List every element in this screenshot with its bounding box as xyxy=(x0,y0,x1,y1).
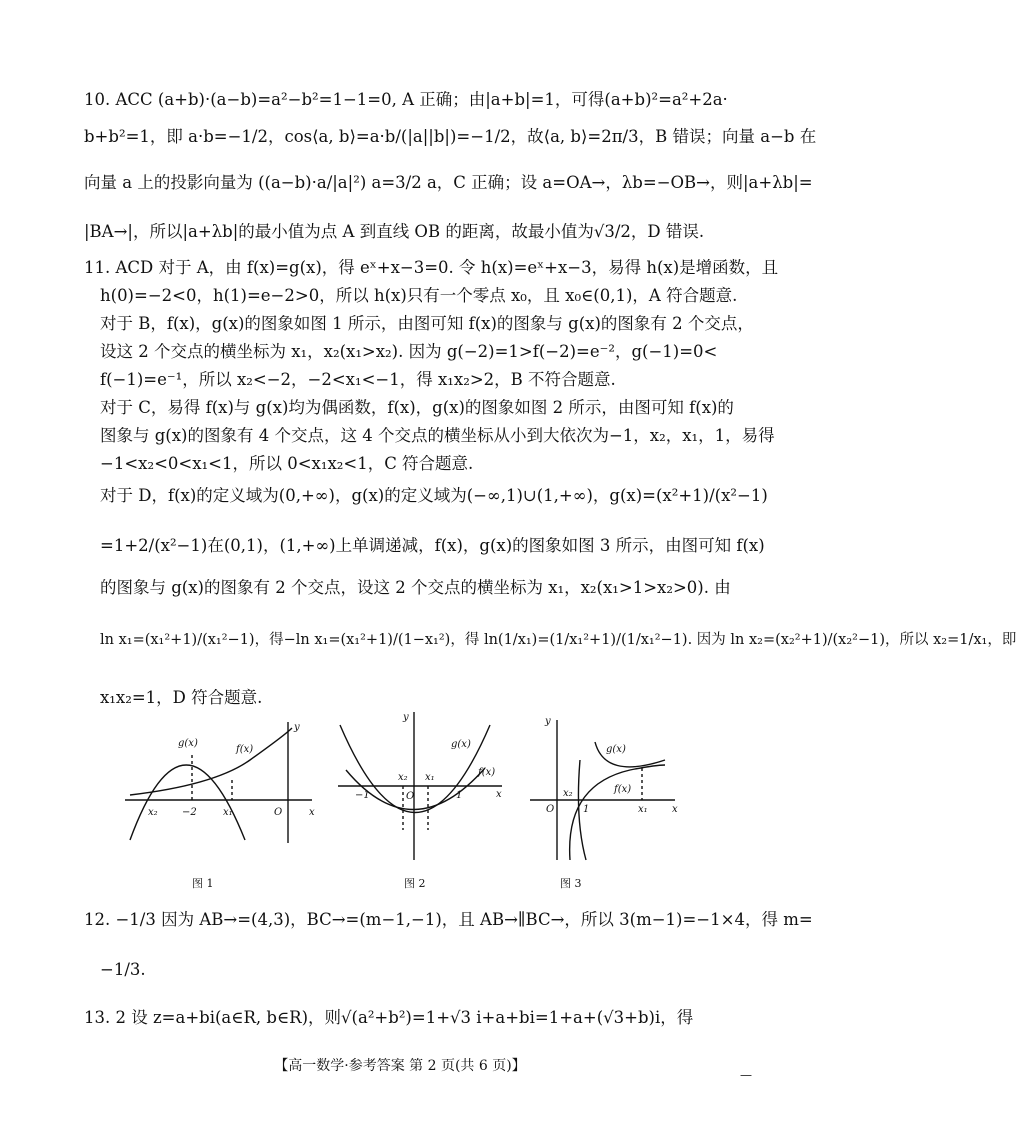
fig2-label-x1: x₁ xyxy=(425,772,435,783)
q11-line-1: 11. ACD 对于 A，由 f(x)=g(x)，得 eˣ+x−3=0. 令 h(x)=eˣ+x−3，易得 h(x)是增函数，且 xyxy=(84,258,779,277)
q11-line-13: x₁x₂=1，D 符合题意. xyxy=(100,688,263,707)
q11-line-6: 对于 C，易得 f(x)与 g(x)均为偶函数，f(x)，g(x)的图象如图 2 所示，由图可知 f(x)的 xyxy=(100,398,734,417)
fig1-label-x2: x₂ xyxy=(148,807,158,818)
q12-line-2: −1/3. xyxy=(100,960,146,979)
fig1-f-curve xyxy=(130,728,292,795)
fig2-label-origin: O xyxy=(406,791,415,802)
fig2-label-x2: x₂ xyxy=(398,772,408,783)
q11-line-8: −1<x₂<0<x₁<1，所以 0<x₁x₂<1，C 符合题意. xyxy=(100,454,474,473)
fig2-label-g: g(x) xyxy=(451,739,471,750)
q10-line-4: |BA→|，所以|a+λb|的最小值为点 A 到直线 OB 的距离，故最小值为√3/2，D 错误. xyxy=(84,222,705,241)
footer-mark: — xyxy=(740,1068,752,1082)
fig3-label-p1: 1 xyxy=(583,804,590,815)
fig2-label-y: y xyxy=(403,712,409,723)
q13-line-1: 13. 2 设 z=a+bi(a∈R, b∈R)，则√(a²+b²)=1+√3 i+a+bi=1+a+(√3+b)i，得 xyxy=(84,1008,694,1027)
fig2-caption: 图 2 xyxy=(404,877,426,890)
q11-line-11: 的图象与 g(x)的图象有 2 个交点，设这 2 个交点的横坐标为 x₁，x₂(x₁>1>x₂>0). 由 xyxy=(100,578,731,597)
q11-line-10: =1+2/(x²−1)在(0,1)，(1,+∞)上单调递减，f(x)，g(x)的图象如图 3 所示，由图可知 f(x) xyxy=(100,536,765,555)
fig1-label-g: g(x) xyxy=(178,738,198,749)
fig3-label-y: y xyxy=(545,716,551,727)
q11-line-4: 设这 2 个交点的横坐标为 x₁，x₂(x₁>x₂). 因为 g(−2)=1>f(−2)=e⁻²，g(−1)=0< xyxy=(100,342,718,361)
q10-line-3: 向量 a 上的投影向量为 ((a−b)·a/|a|²) a=3/2 a，C 正确；设 a=OA→，λb=−OB→，则|a+λb|= xyxy=(84,173,813,192)
q11-line-3: 对于 B，f(x)，g(x)的图象如图 1 所示，由图可知 f(x)的图象与 g(x)的图象有 2 个交点， xyxy=(100,314,754,333)
fig1-label-f: f(x) xyxy=(236,744,254,755)
fig3-label-x1: x₁ xyxy=(638,804,648,815)
page-footer: 【高一数学·参考答案 第 2 页(共 6 页)】 xyxy=(274,1058,526,1074)
q10-line-1: 10. ACC (a+b)·(a−b)=a²−b²=1−1=0, A 正确；由|a+b|=1，可得(a+b)²=a²+2a· xyxy=(84,90,728,109)
q11-line-7: 图象与 g(x)的图象有 4 个交点，这 4 个交点的横坐标从小到大依次为−1，x₂，x₁，1，易得 xyxy=(100,426,775,445)
fig3-label-x2: x₂ xyxy=(563,788,573,799)
fig3-label-g: g(x) xyxy=(606,744,626,755)
fig1-label-origin: O xyxy=(274,807,283,818)
fig1-g-curve xyxy=(130,765,245,840)
fig2-label-p1: 1 xyxy=(456,790,463,801)
q11-line-5: f(−1)=e⁻¹，所以 x₂<−2，−2<x₁<−1，得 x₁x₂>2，B 不符合题意. xyxy=(100,370,616,389)
q11-line-2: h(0)=−2<0，h(1)=e−2>0，所以 h(x)只有一个零点 x₀，且 x₀∈(0,1)，A 符合题意. xyxy=(100,286,738,305)
fig1-caption: 图 1 xyxy=(192,877,214,890)
fig3-label-f: f(x) xyxy=(614,784,632,795)
fig3-caption: 图 3 xyxy=(560,877,582,890)
fig1-label-x1: x₁ xyxy=(223,807,233,818)
q10-line-2: b+b²=1，即 a·b=−1/2，cos⟨a, b⟩=a·b/(|a||b|)=−1/2，故⟨a, b⟩=2π/3，B 错误；向量 a−b 在 xyxy=(84,127,817,146)
fig1-label-x: x xyxy=(309,807,315,818)
fig2-label-m1: −1 xyxy=(355,790,370,801)
fig3-label-origin: O xyxy=(546,804,555,815)
fig3-label-x: x xyxy=(672,804,678,815)
q11-line-9: 对于 D，f(x)的定义域为(0,+∞)，g(x)的定义域为(−∞,1)∪(1,+∞)，g(x)=(x²+1)/(x²−1) xyxy=(100,486,768,505)
fig2-label-x: x xyxy=(496,789,502,800)
q11-line-12: ln x₁=(x₁²+1)/(x₁²−1)，得−ln x₁=(x₁²+1)/(1−x₁²)，得 ln(1/x₁)=(1/x₁²+1)/(1/x₁²−1). 因为 ln x₂=(x₂²+1)/(x₂²−1)，所以 x₂=1/x₁，即 xyxy=(100,632,1016,648)
q12-line-1: 12. −1/3 因为 AB→=(4,3)，BC→=(m−1,−1)，且 AB→∥BC→，所以 3(m−1)=−1×4，得 m= xyxy=(84,910,813,929)
fig1-label-m2: −2 xyxy=(182,807,197,818)
fig2-label-f: f(x) xyxy=(478,767,496,778)
fig1-label-y: y xyxy=(294,722,300,733)
